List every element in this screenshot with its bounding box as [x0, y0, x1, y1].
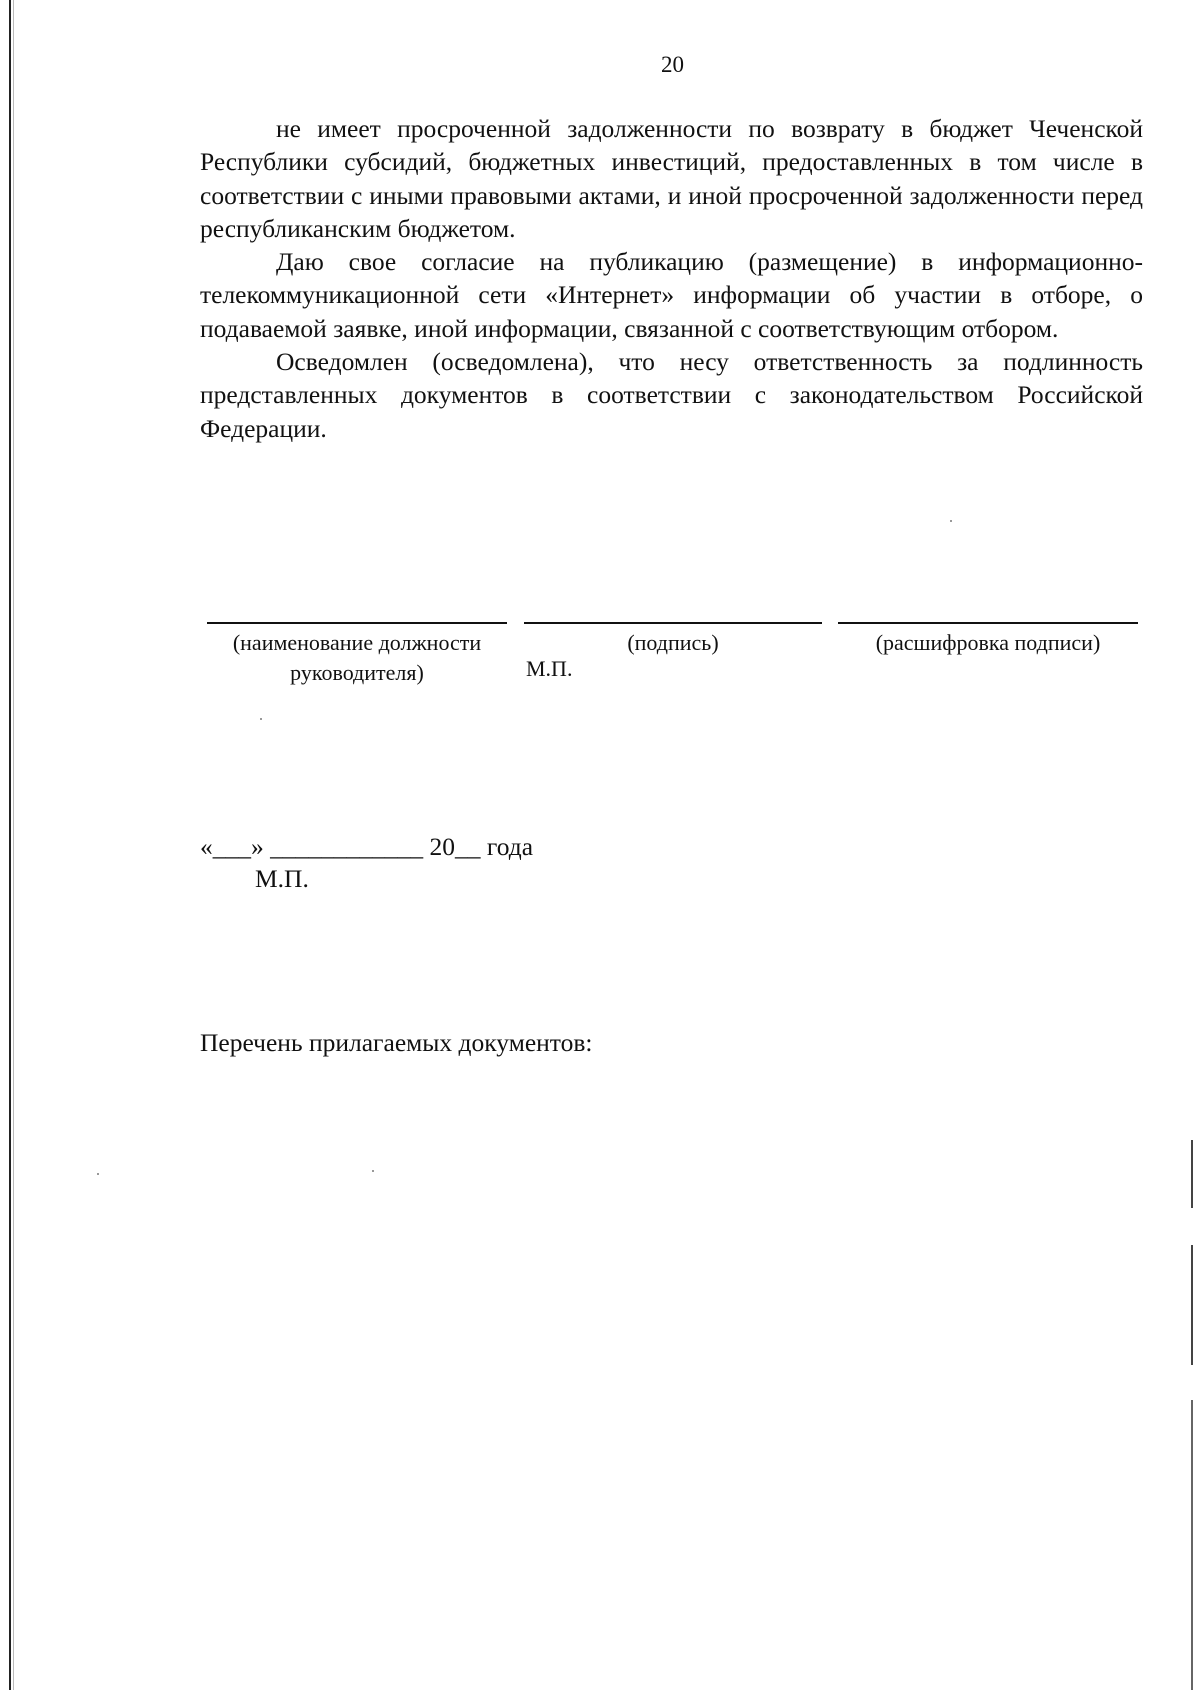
date-line: «___» ____________ 20__ года: [200, 832, 534, 861]
scan-edge-right: [1191, 1140, 1193, 1208]
decoding-line: [838, 622, 1138, 624]
signature-line: [524, 622, 822, 624]
signature-label: (подпись): [627, 630, 719, 655]
scan-edge-right: [1191, 1400, 1193, 1690]
position-label-line2: руководителя): [290, 660, 424, 685]
scan-speck: [372, 1170, 374, 1172]
paragraph-consent: Даю свое согласие на публикацию (размещение) в информационно-телекоммуникационной сети «Интернет» информации об участии в отборе, о подаваемой заявке, иной информации, связанной с соответствующим отбором.: [200, 247, 1143, 343]
paragraph-debt: не имеет просроченной задолженности по возврату в бюджет Чеченской Республики субсидий, бюджетных инвестиций, предоставленных в том числе в соответствии с иными правовыми актами, и иной просроченной задолженности перед республиканским бюджетом.: [200, 114, 1143, 243]
position-line: [207, 622, 507, 624]
scan-speck: [260, 718, 262, 720]
scan-edge-left: [9, 0, 11, 1690]
scan-speck: [950, 520, 952, 522]
scan-edge-left-shadow: [13, 0, 14, 1690]
scan-edge-right: [1191, 1245, 1193, 1365]
position-label-line1: (наименование должности: [232, 630, 482, 655]
attachments-heading: Перечень прилагаемых документов:: [200, 1028, 593, 1057]
paragraph-responsibility: Осведомлен (осведомлена), что несу ответственность за подлинность представленных документов в соответствии с законодательством Российской Федерации.: [200, 347, 1143, 443]
position-label: [207, 628, 507, 688]
body-text: [200, 112, 1143, 445]
decoding-label: (расшифровка подписи): [875, 630, 1101, 655]
scan-speck: [97, 1173, 99, 1175]
stamp-label-date: М.П.: [255, 864, 309, 893]
stamp-label-signature: М.П.: [526, 656, 573, 681]
page-number: 20: [661, 52, 684, 77]
